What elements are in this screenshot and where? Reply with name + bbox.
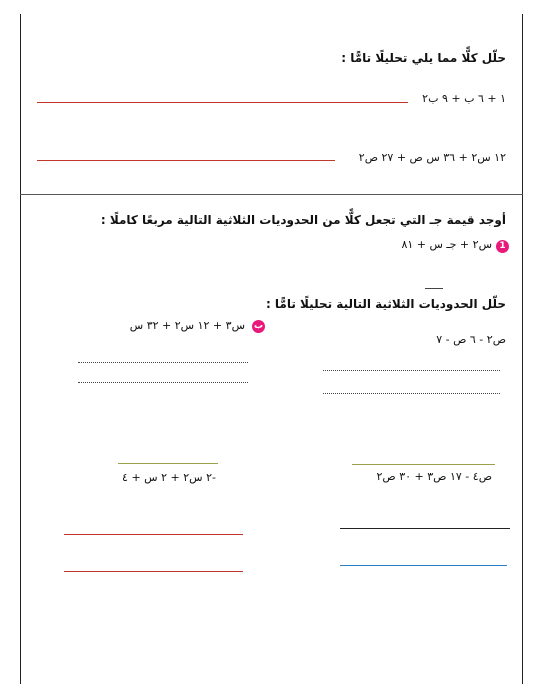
section1-item-2: ١٢ س٢ + ٣٦ س ص + ٢٧ ص٢ [358, 151, 506, 164]
answer-line[interactable] [78, 382, 248, 383]
section3-left-item: س٣ + ١٢ س٢ + ٣٢ س [129, 319, 245, 332]
section1-item-1: ١ + ٦ ب + ٩ ب٢ [422, 92, 506, 105]
section2-heading: أوجد قيمة جـ التي تجعل كلًّا من الحدوديات الثلاثية التالية مربعًا كاملًا : [100, 213, 506, 227]
top-rule [352, 464, 495, 465]
answer-line[interactable] [64, 571, 243, 572]
section2-item: س٢ + جـ س + ٨١ [401, 238, 492, 251]
answer-line[interactable] [340, 528, 510, 529]
item-letter-badge: ب [253, 321, 264, 331]
top-rule [118, 463, 218, 464]
section3-bottom-right-item: ص٤ - ١٧ ص٣ + ٣٠ ص٢ [376, 470, 492, 483]
answer-line[interactable] [323, 370, 500, 371]
answer-line[interactable] [323, 393, 500, 394]
short-dash [425, 288, 443, 289]
worksheet-page [20, 14, 523, 684]
section3-bottom-left-item: -٢ س٢ + ٢ س + ٤ [122, 471, 216, 484]
answer-line[interactable] [340, 565, 507, 566]
section3-right-item: ص٢ - ٦ ص - ٧ [436, 333, 506, 346]
answer-line[interactable] [78, 362, 248, 363]
answer-line[interactable] [37, 102, 408, 103]
section-divider [20, 194, 523, 195]
item-number-badge: 1 [496, 240, 509, 253]
answer-line[interactable] [37, 160, 335, 161]
section1-heading: حلّل كلًّا مما يلي تحليلًا تامًّا : [341, 51, 506, 65]
section3-heading: حلّل الحدوديات الثلاثية التالية تحليلًا تامًّا : [265, 297, 506, 311]
answer-line[interactable] [64, 534, 243, 535]
